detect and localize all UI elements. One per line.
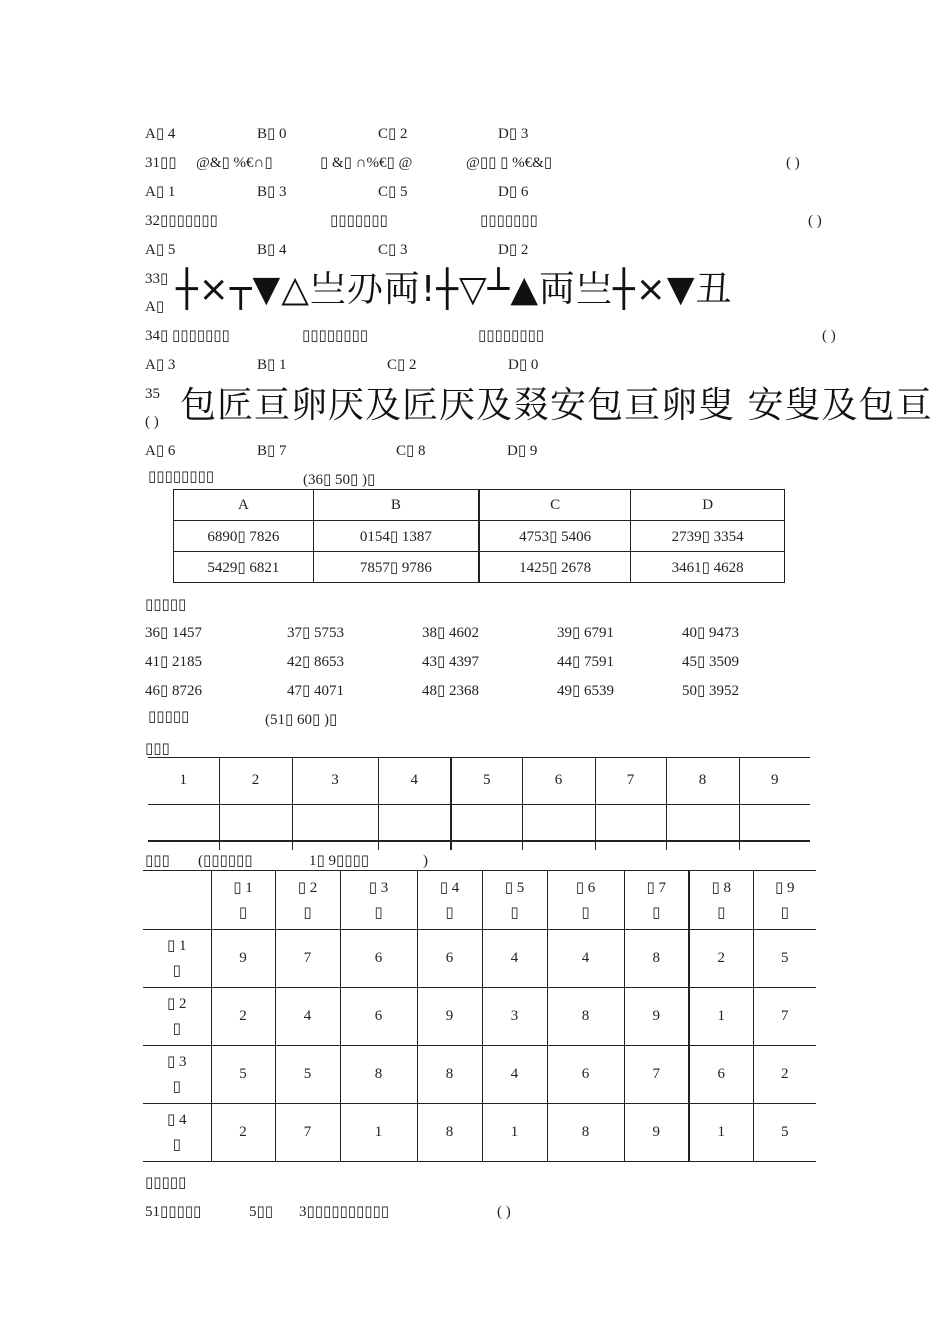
table-cell: 4 — [482, 929, 547, 987]
question-number-item: 50▯ 3952 — [682, 683, 740, 699]
q32-option-a: A▯ 5 — [145, 242, 176, 258]
question-number-item: 47▯ 4071 — [287, 683, 345, 699]
col-label: ▯ 6 — [575, 879, 596, 896]
col-label-sub: ▯ — [780, 904, 789, 921]
table-cell: 0154▯ 1387 — [313, 521, 479, 552]
table-cell — [292, 804, 378, 850]
table-header — [275, 871, 340, 929]
q35-number: 35 — [145, 386, 160, 402]
q30-option-c: C▯ 2 — [378, 126, 408, 142]
table-cell: 2 — [211, 987, 275, 1045]
table-cell — [595, 804, 666, 850]
col-label-sub: ▯ — [374, 904, 383, 921]
q30-option-b: B▯ 0 — [257, 126, 287, 142]
question-number-item: 46▯ 8726 — [145, 683, 203, 699]
table-cell: 6 — [522, 758, 595, 804]
table-cell: 9 — [417, 987, 482, 1045]
q51-part2: 3▯▯▯▯▯▯▯▯▯▯ — [299, 1204, 390, 1220]
row-label-text: ▯ 2 — [166, 996, 187, 1012]
section4-title: ▯▯▯▯▯ — [148, 709, 190, 725]
col-label: ▯ 3 — [368, 879, 389, 896]
col-label: ▯ 5 — [504, 879, 525, 896]
table-cell: 7 — [275, 929, 340, 987]
row-label-text: ▯ 4 — [166, 1112, 187, 1128]
row-label-text: ▯ 1 — [166, 938, 187, 954]
col-label: ▯ 1 — [233, 879, 253, 896]
q31-part3: @▯▯ ▯ %€&▯ — [466, 155, 552, 171]
q35-option-c: C▯ 8 — [396, 443, 426, 459]
col-label: ▯ 8 — [711, 879, 731, 896]
digit-1-9-table — [148, 758, 810, 850]
row-label — [143, 1045, 211, 1103]
q35-option-a: A▯ 6 — [145, 443, 176, 459]
col-label-sub: ▯ — [581, 904, 590, 921]
table-cell: 6890▯ 7826 — [174, 521, 314, 552]
table-header: B — [313, 490, 479, 521]
q30-option-d: D▯ 3 — [498, 126, 529, 142]
q34-option-c: C▯ 2 — [387, 357, 417, 373]
q33-number: 33▯ — [145, 271, 169, 287]
q31-number: 31▯▯ — [145, 155, 177, 171]
table-cell: 7857▯ 9786 — [313, 552, 479, 583]
table-cell: 7 — [595, 758, 666, 804]
col-label-sub: ▯ — [510, 904, 519, 921]
q32-option-d: D▯ 2 — [498, 242, 529, 258]
question-number-item: 40▯ 9473 — [682, 625, 740, 641]
question-number-item: 39▯ 6791 — [557, 625, 615, 641]
table-cell — [378, 804, 451, 850]
table-cell: 7 — [624, 1045, 689, 1103]
table-cell — [666, 804, 739, 850]
table-cell: 2739▯ 3354 — [631, 521, 785, 552]
q31-option-b: B▯ 3 — [257, 184, 287, 200]
table-header — [482, 871, 547, 929]
col-label-sub: ▯ — [445, 904, 454, 921]
table-cell: 4 — [275, 987, 340, 1045]
table-cell — [148, 804, 219, 850]
q31-option-a: A▯ 1 — [145, 184, 176, 200]
col-label-sub: ▯ — [652, 904, 661, 921]
q51-number: 51▯▯▯▯▯ — [145, 1204, 202, 1220]
table-header — [624, 871, 689, 929]
table-cell: 5 — [753, 929, 816, 987]
table-header — [689, 871, 753, 929]
question-number-item: 45▯ 3509 — [682, 654, 740, 670]
question-number-item: 36▯ 1457 — [145, 625, 203, 641]
section4-label-2a: ▯▯▯ — [145, 853, 170, 869]
table-cell — [739, 804, 810, 850]
q34-option-d: D▯ 0 — [508, 357, 539, 373]
table-header — [753, 871, 816, 929]
table-cell: 7 — [753, 987, 816, 1045]
q34-option-b: B▯ 1 — [257, 357, 287, 373]
q34-answer-bracket: ( ) — [822, 328, 836, 344]
table-cell: 1 — [340, 1103, 417, 1161]
q51-answer-bracket: ( ) — [497, 1204, 511, 1220]
section4-label-2d: ) — [423, 853, 428, 869]
table-cell: 1 — [148, 758, 219, 804]
col-label-sub: ▯ — [717, 904, 726, 921]
q32-part1: ▯▯▯▯▯▯▯ — [330, 213, 388, 229]
row-label-sub: ▯ — [172, 1021, 181, 1037]
q31-part1: @&▯ %€∩▯ — [196, 155, 273, 171]
q31-answer-bracket: ( ) — [786, 155, 800, 171]
table-cell: 1425▯ 2678 — [479, 552, 631, 583]
q31-option-c: C▯ 5 — [378, 184, 408, 200]
table-cell: 2 — [219, 758, 292, 804]
table-cell: 2 — [689, 929, 753, 987]
question-number-item: 43▯ 4397 — [422, 654, 480, 670]
question-number-item: 42▯ 8653 — [287, 654, 345, 670]
table-cell: 9 — [739, 758, 810, 804]
table-cell: 8 — [340, 1045, 417, 1103]
table-cell: 3461▯ 4628 — [631, 552, 785, 583]
table-cell: 6 — [340, 929, 417, 987]
table-cell: 5429▯ 6821 — [174, 552, 314, 583]
table-cell: 8 — [547, 987, 624, 1045]
question-number-item: 38▯ 4602 — [422, 625, 480, 641]
table-header — [547, 871, 624, 929]
group-digit-table — [143, 871, 816, 1162]
row-label — [143, 987, 211, 1045]
table-cell: 1 — [689, 987, 753, 1045]
section4-note: ▯▯▯▯▯ — [145, 1175, 187, 1191]
table-cell: 6 — [689, 1045, 753, 1103]
row-label — [143, 929, 211, 987]
table-cell: 8 — [417, 1045, 482, 1103]
table-cell: 5 — [211, 1045, 275, 1103]
q32-answer-bracket: ( ) — [808, 213, 822, 229]
table-cell: 9 — [211, 929, 275, 987]
q35-character-row: 包匠亘卵厌及匠厌及叕安包亘卵叟 安叟及包亘 — [180, 385, 933, 426]
col-label: ▯ 7 — [646, 879, 666, 896]
row-label-text: ▯ 3 — [166, 1054, 187, 1070]
table-cell: 6 — [547, 1045, 624, 1103]
q31-part2: ▯ &▯ ∩%€▯ @ — [320, 155, 413, 171]
table-cell: 3 — [482, 987, 547, 1045]
table-corner — [143, 871, 211, 929]
q31-option-d: D▯ 6 — [498, 184, 529, 200]
question-number-item: 44▯ 7591 — [557, 654, 615, 670]
q35-option-d: D▯ 9 — [507, 443, 538, 459]
q35-option-b: B▯ 7 — [257, 443, 287, 459]
table-cell: 5 — [753, 1103, 816, 1161]
table-cell: 8 — [547, 1103, 624, 1161]
q32-part2: ▯▯▯▯▯▯▯ — [480, 213, 538, 229]
table-cell: 7 — [275, 1103, 340, 1161]
table-cell: 6 — [417, 929, 482, 987]
table-cell — [522, 804, 595, 850]
question-number-item: 48▯ 2368 — [422, 683, 480, 699]
section4-label-2b: (▯▯▯▯▯▯ — [198, 853, 253, 869]
col-label: ▯ 2 — [297, 879, 318, 896]
col-label: ▯ 9 — [774, 879, 795, 896]
col-label-sub: ▯ — [303, 904, 312, 921]
section4-label-1: ▯▯▯ — [145, 741, 170, 757]
q51-part1: 5▯▯ — [249, 1204, 274, 1220]
table-cell: 9 — [624, 1103, 689, 1161]
table-header: A — [174, 490, 314, 521]
table-header — [340, 871, 417, 929]
table-cell — [451, 804, 522, 850]
section3-range: (36▯ 50▯ )▯ — [303, 472, 376, 488]
q34-part2: ▯▯▯▯▯▯▯▯ — [478, 328, 545, 344]
table-cell: 1 — [689, 1103, 753, 1161]
section3-note: ▯▯▯▯▯ — [145, 597, 187, 613]
table-cell: 6 — [340, 987, 417, 1045]
question-number-item: 41▯ 2185 — [145, 654, 203, 670]
q34-part1: ▯▯▯▯▯▯▯▯ — [302, 328, 369, 344]
row-label-sub: ▯ — [172, 1079, 181, 1095]
table-header: C — [479, 490, 631, 521]
table-cell: 5 — [275, 1045, 340, 1103]
table-cell: 3 — [292, 758, 378, 804]
col-label: ▯ 4 — [439, 879, 460, 896]
table-cell: 8 — [417, 1103, 482, 1161]
table-cell — [219, 804, 292, 850]
table-cell: 2 — [753, 1045, 816, 1103]
row-label-sub: ▯ — [172, 963, 181, 979]
q30-option-a: A▯ 4 — [145, 126, 176, 142]
q35-answer-bracket: ( ) — [145, 414, 159, 430]
table-cell: 4 — [547, 929, 624, 987]
q33-symbol-row: ┼×┬▼△亗刅両!┼▽┴▲両亗┼×▼丑 — [176, 269, 733, 310]
table-cell: 5 — [451, 758, 522, 804]
table-cell: 4753▯ 5406 — [479, 521, 631, 552]
q32-option-c: C▯ 3 — [378, 242, 408, 258]
q32-number: 32▯▯▯▯▯▯▯ — [145, 213, 218, 229]
table-cell: 1 — [482, 1103, 547, 1161]
question-number-item: 37▯ 5753 — [287, 625, 345, 641]
question-number-item: 49▯ 6539 — [557, 683, 615, 699]
table-header — [211, 871, 275, 929]
row-label-sub: ▯ — [172, 1137, 181, 1153]
table-cell: 8 — [624, 929, 689, 987]
q34-number: 34▯ ▯▯▯▯▯▯▯ — [145, 328, 230, 344]
q33-option-a: A▯ — [145, 299, 165, 315]
section3-title: ▯▯▯▯▯▯▯▯ — [148, 469, 215, 485]
section4-label-2c: 1▯ 9▯▯▯▯ — [309, 853, 370, 869]
table-header: D — [631, 490, 785, 521]
table-header — [417, 871, 482, 929]
table-cell: 4 — [378, 758, 451, 804]
table-cell: 4 — [482, 1045, 547, 1103]
q34-option-a: A▯ 3 — [145, 357, 176, 373]
section4-range: (51▯ 60▯ )▯ — [265, 712, 338, 728]
table-cell: 9 — [624, 987, 689, 1045]
table-cell: 8 — [666, 758, 739, 804]
row-label — [143, 1103, 211, 1161]
q32-option-b: B▯ 4 — [257, 242, 287, 258]
col-label-sub: ▯ — [238, 904, 248, 921]
table-cell: 2 — [211, 1103, 275, 1161]
section3-lookup-table — [173, 489, 785, 583]
